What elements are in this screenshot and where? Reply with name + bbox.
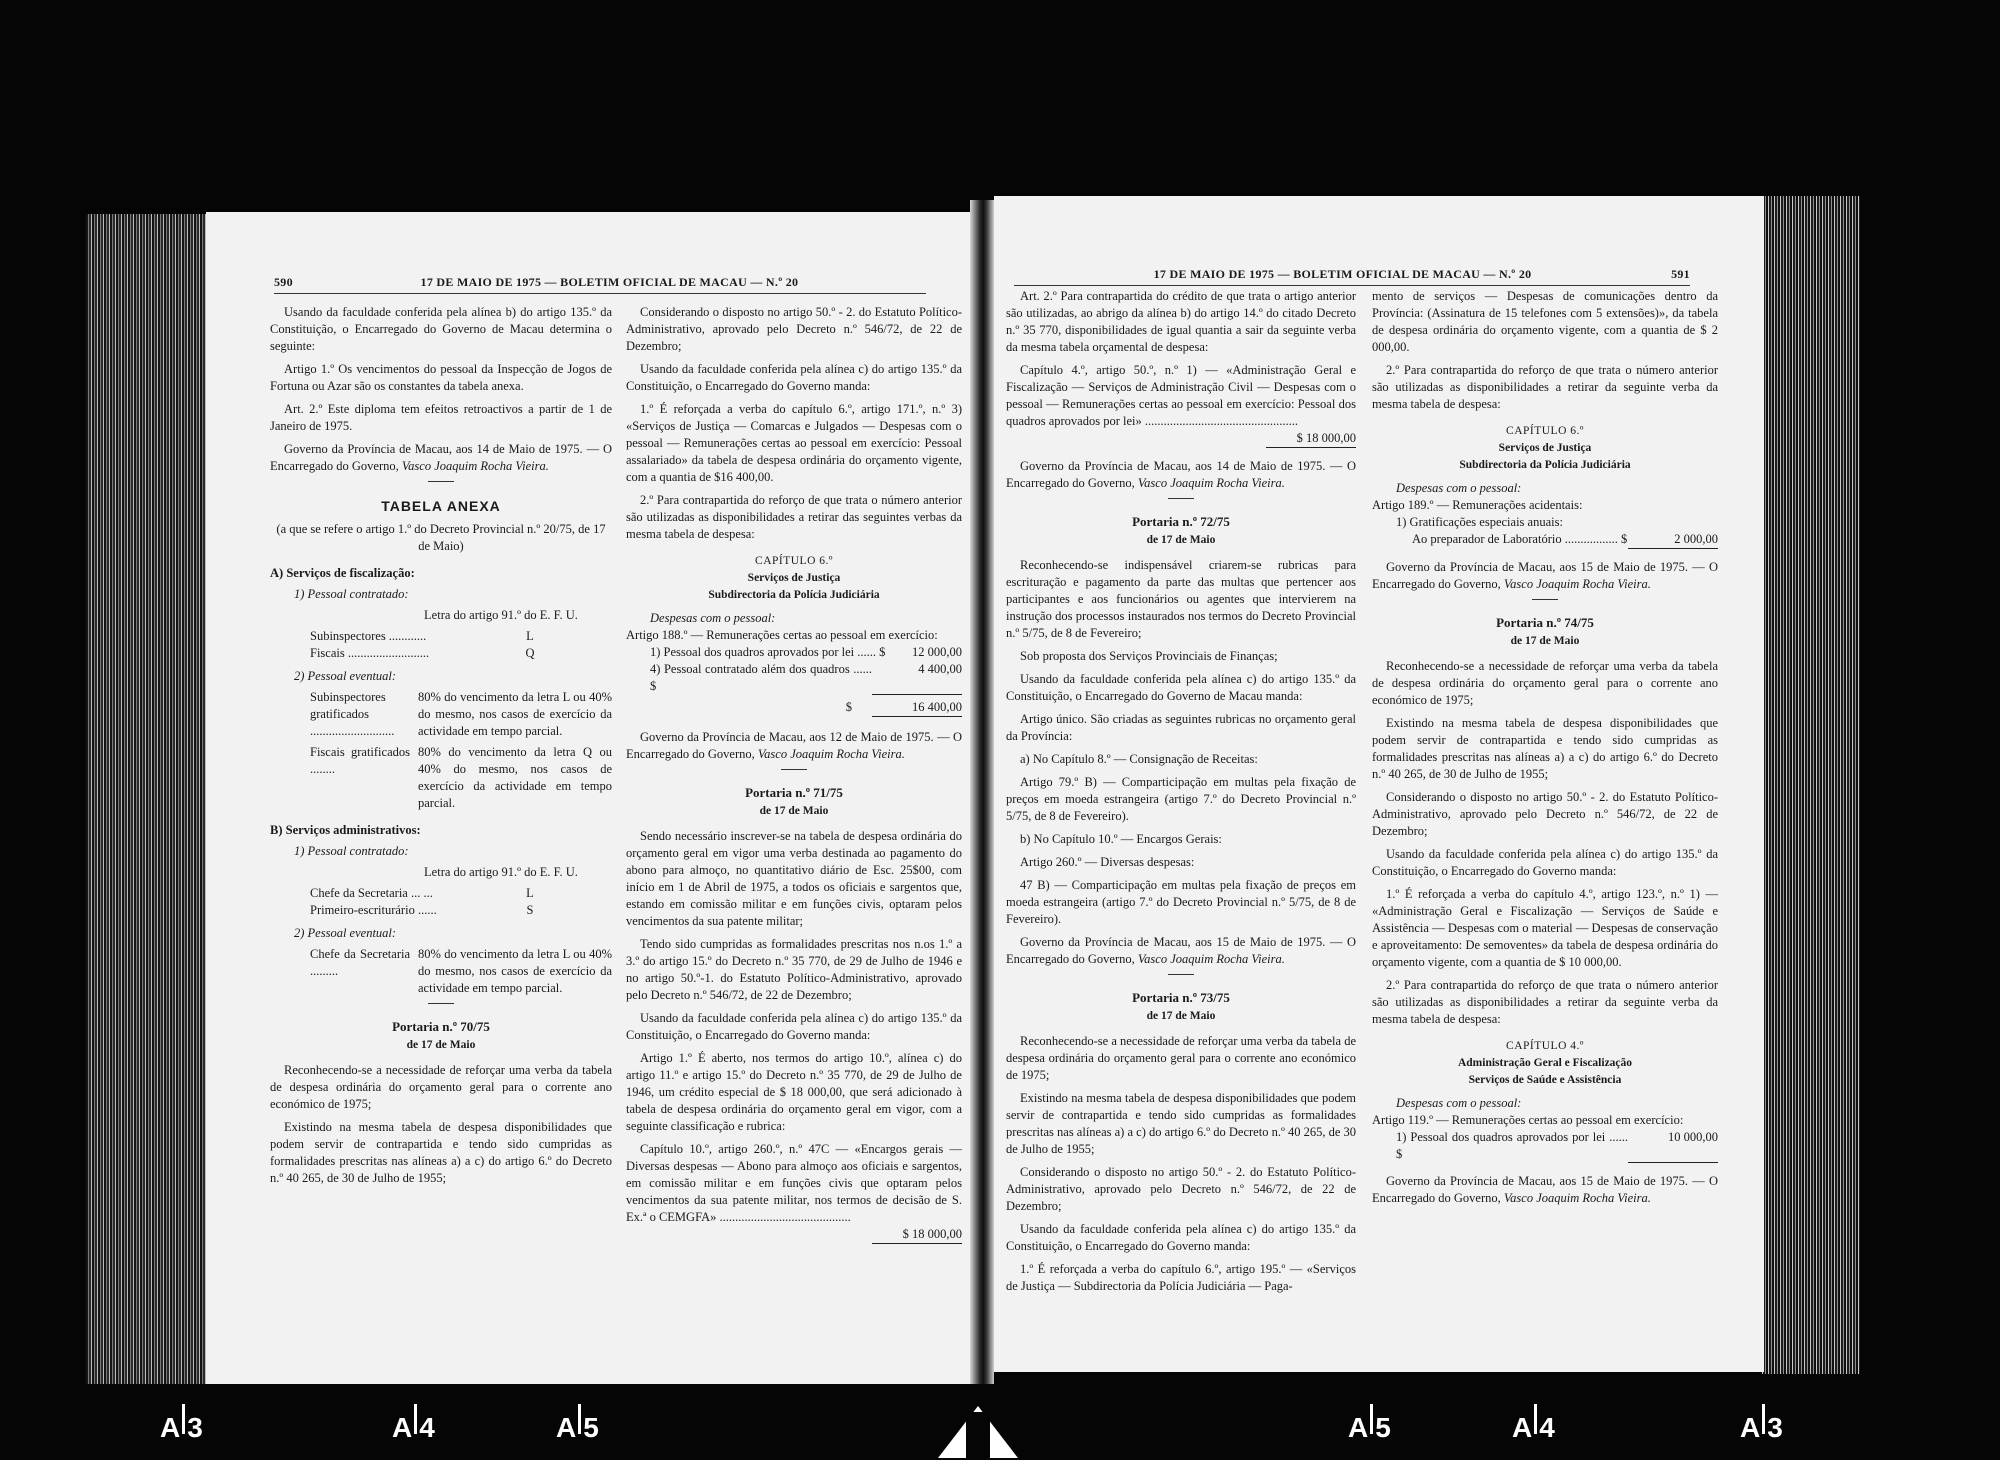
paragraph: Artigo 260.º — Diversas despesas: [1020, 855, 1195, 869]
page-stack-edge-left [86, 214, 206, 1384]
paragraph: Capítulo 4.º, artigo 50.º, n.º 1) — «Administração Geral e Fiscalização — Serviços de Administração Civil — Despesas com o pessoal — Remunerações certas ao pessoal em exercício: Pessoal dos quadros aprovados por lei» ................................................. [1006, 363, 1356, 428]
table-row [270, 946, 612, 997]
expense-heading: Despesas com o pessoal: [1396, 481, 1522, 495]
row-label: Fiscais gratificados ........ [310, 745, 410, 776]
marker-number: 4 [1539, 1412, 1555, 1443]
right-running-head-title: 17 DE MAIO DE 1975 — BOLETIM OFICIAL DE MACAU — N.º 20 [1153, 267, 1532, 281]
row-value: Q [525, 646, 535, 660]
paragraph: Usando da faculdade conferida pela alínea c) do artigo 135.º da Constituição, o Encarregado do Governo manda: [1372, 847, 1718, 878]
paragraph: Usando da faculdade conferida pela alínea c) do artigo 135.º da Constituição, o Encarregado do Governo manda: [1006, 1222, 1356, 1253]
table-row [270, 744, 612, 812]
portaria-72-date: de 17 de Maio [1146, 534, 1216, 546]
signature-paragraph [1006, 458, 1356, 492]
marker-number: 4 [419, 1412, 435, 1443]
paragraph: Reconhecendo-se indispensável criarem-se rubricas para escrituração e pagamento da parte das multas que pertencer aos participantes e aos funcionários ou agentes que intervierem na instrução dos processos instaurados nos termos do Decreto Provincial n.º 5/75, de 8 de Fevereiro; [1006, 558, 1356, 640]
divider [781, 769, 807, 770]
signature-name: Vasco Joaquim Rocha Vieira. [401, 459, 549, 473]
signature-text: Governo da Província de Macau, aos 14 de Maio de 1975. — O Encarregado do Governo, [270, 442, 612, 473]
signature-paragraph [1372, 1173, 1718, 1207]
divider [1532, 599, 1558, 600]
paragraph: Artigo 79.º B) — Comparticipação em multas pela fixação de preços em moeda estrangeira (artigo 7.º do Decreto Provincial n.º 5/75, de 8 de Fevereiro). [1006, 775, 1356, 823]
left-page-number: 590 [274, 275, 293, 289]
marker-number: 5 [583, 1412, 599, 1443]
signature-text: Governo da Província de Macau, aos 12 de Maio de 1975. — O Encarregado do Governo, [626, 730, 962, 761]
amount-row [626, 644, 962, 661]
amount-value: $ 18 000,00 [872, 1226, 962, 1244]
row-value: 80% do vencimento da letra L ou 40% do mesmo, nos casos de exercício da actividade em tempo parcial. [418, 690, 612, 738]
expense-heading: Despesas com o pessoal: [650, 611, 776, 625]
marker-letter: A [556, 1412, 577, 1443]
marker-letter: A [1512, 1412, 1533, 1443]
marker-letter: A [1740, 1412, 1761, 1443]
amount-row [626, 661, 962, 695]
table-row [270, 902, 612, 919]
signature-paragraph [1006, 934, 1356, 968]
table-row [270, 885, 612, 902]
portaria-73-title: Portaria n.º 73/75 [1132, 990, 1230, 1005]
paragraph: mento de serviços — Despesas de comunicações dentro da Província: (Assinatura de 15 telefones com 5 extensões)», da tabela de despesa ordinária do orçamento vigente, com a quantia de $ 2 000,00. [1372, 289, 1718, 354]
row-label: Chefe da Secretaria ... ... [310, 886, 433, 900]
column-header: Letra do artigo 91.º do E. F. U. [424, 608, 578, 622]
paragraph: a) No Capítulo 8.º — Consignação de Receitas: [1020, 752, 1258, 766]
paragraph: Tendo sido cumpridas as formalidades prescritas nos n.os 1.º a 3.º do artigo 15.º do Decreto n.º 35 770, de 29 de Julho de 1946 e no artigo 50.º-1. do Estatuto Político-Administrativo, aprovado pelo Decreto n.º 546/72, de 22 de Dezembro; [626, 937, 962, 1002]
signature-paragraph [1372, 559, 1718, 593]
right-page-number: 591 [1671, 267, 1690, 281]
film-marker [160, 1412, 203, 1444]
paragraph: Considerando o disposto no artigo 50.º - 2. do Estatuto Político-Administrativo, aprovado pelo Decreto n.º 546/72, de 22 de Dezembro; [1372, 790, 1718, 838]
divider [1168, 974, 1194, 975]
right-running-head [1014, 267, 1690, 286]
row-label: Chefe da Secretaria ......... [310, 947, 410, 978]
marker-letter: A [1348, 1412, 1369, 1443]
row-value: S [526, 903, 534, 917]
divider [428, 1003, 454, 1004]
row-value: L [526, 629, 534, 643]
portaria-74-title: Portaria n.º 74/75 [1496, 615, 1594, 630]
amount-label: 1) Pessoal dos quadros aprovados por lei ...... $ [650, 645, 886, 659]
amount-row [626, 1226, 962, 1244]
divider [428, 481, 454, 482]
divider [1168, 498, 1194, 499]
paragraph: Artigo único. São criadas as seguintes rubricas no orçamento geral da Província: [1006, 712, 1356, 743]
portaria-74-date: de 17 de Maio [1510, 635, 1580, 647]
paragraph: Usando da faculdade conferida pela alínea c) do artigo 135.º da Constituição, o Encarregado do Governo manda: [626, 1011, 962, 1042]
column-header: Letra do artigo 91.º do E. F. U. [424, 865, 578, 879]
section-heading: Administração Geral e Fiscalização [1457, 1057, 1633, 1069]
page-stack-edge-right [1762, 196, 1860, 1374]
chapter-heading: CAPÍTULO 6.º [1506, 425, 1584, 437]
portaria-71-title: Portaria n.º 71/75 [745, 785, 843, 800]
table-row [270, 689, 612, 740]
paragraph: 47 B) — Comparticipação em multas pela fixação de preços em moeda estrangeira (artigo 7.º do Decreto Provincial n.º 5/75, de 8 de Fevereiro). [1006, 878, 1356, 926]
paragraph: Considerando o disposto no artigo 50.º - 2. do Estatuto Político-Administrativo, aprovado pelo Decreto n.º 546/72, de 22 de Dezembro; [626, 305, 962, 353]
paragraph: Existindo na mesma tabela de despesa disponibilidades que podem servir de contrapartida e tendo sido cumpridas as formalidades prescritas nas alíneas a) a c) do artigo 6.º do Decreto n.º 40 265, de 30 de Julho de 1955; [270, 1120, 612, 1185]
film-marker [1348, 1412, 1391, 1444]
portaria-72-title: Portaria n.º 72/75 [1132, 514, 1230, 529]
amount-row [1372, 531, 1718, 549]
row-label: Subinspectores gratificados ........................... [310, 690, 395, 738]
expense-heading: Despesas com o pessoal: [1396, 1096, 1522, 1110]
row-value: 80% do vencimento da letra Q ou 40% do mesmo, nos casos de exercício da actividade em tempo parcial. [418, 745, 612, 810]
marker-letter: A [160, 1412, 181, 1443]
paragraph: Reconhecendo-se a necessidade de reforçar uma verba da tabela de despesa ordinária do orçamento geral para o corrente ano económico de 1975; [270, 1063, 612, 1111]
paragraph: Usando da faculdade conferida pela alínea c) do artigo 135.º da Constituição, o Encarregado do Governo de Macau manda: [1006, 672, 1356, 703]
paragraph: Considerando o disposto no artigo 50.º - 2. do Estatuto Político-Administrativo, aprovado pelo Decreto n.º 546/72, de 22 de Dezembro; [1006, 1165, 1356, 1213]
signature-paragraph [270, 441, 612, 475]
paragraph: 1.º É reforçada a verba do capítulo 4.º, artigo 123.º, n.º 1) — «Administração Geral e Fiscalização — Serviços de Saúde e Assistência — Despesas com o material — Despesas de conservação e aproveitamento: De semoventes» da tabela de despesa ordinária do orçamento vigente, com a quantia de $ 10 000,00. [1372, 887, 1718, 969]
signature-name: Vasco Joaquim Rocha Vieira. [1503, 577, 1651, 591]
row-label: Fiscais .......................... [310, 646, 430, 660]
amount-value: 10 000,00 [1628, 1129, 1718, 1163]
row-value: L [526, 886, 534, 900]
chapter-heading: CAPÍTULO 6.º [755, 555, 833, 567]
signature-name: Vasco Joaquim Rocha Vieira. [1137, 952, 1285, 966]
article-line: Artigo 119.º — Remunerações certas ao pessoal em exercício: [1372, 1113, 1684, 1127]
section-heading: Serviços de Justiça [747, 572, 841, 584]
paragraph: Capítulo 10.º, artigo 260.º, n.º 47C — «Encargos gerais — Diversas despesas — Abono para almoço aos oficiais e sargentos, em comissão militar e em funções civis que optaram pelos vencimentos da sua patente militar, nos termos de decisão de S. Ex.ª o CEMGFA» .......................................... [626, 1142, 962, 1224]
left-running-head-title: 17 DE MAIO DE 1975 — BOLETIM OFICIAL DE MACAU — N.º 20 [420, 275, 799, 289]
total-label: $ [845, 700, 852, 714]
total-value: 16 400,00 [872, 699, 962, 717]
paragraph: Reconhecendo-se a necessidade de reforçar uma verba da tabela de despesa ordinária do orçamento geral para o corrente ano económico de 1975; [1372, 659, 1718, 707]
amount-row [1006, 430, 1356, 448]
amount-value: 2 000,00 [1628, 531, 1718, 549]
right-page [994, 196, 1764, 1372]
paragraph: Usando da faculdade conferida pela alínea b) do artigo 135.º da Constituição, o Encarregado do Governo de Macau determina o seguinte: [270, 305, 612, 353]
amount-label: Ao preparador de Laboratório ................. $ [1412, 532, 1628, 546]
portaria-73-date: de 17 de Maio [1146, 1010, 1216, 1022]
marker-letter: A [392, 1412, 413, 1443]
marker-number: 3 [187, 1412, 203, 1443]
table-row [270, 628, 612, 645]
left-column-1 [270, 304, 612, 1193]
portaria-70-title: Portaria n.º 70/75 [392, 1019, 490, 1034]
total-row [626, 699, 962, 717]
signature-name: Vasco Joaquim Rocha Vieira. [1137, 476, 1285, 490]
section-a-heading: A) Serviços de fiscalização: [270, 566, 415, 580]
paragraph: Reconhecendo-se a necessidade de reforçar uma verba da tabela de despesa ordinária do orçamento geral para o corrente ano económico de 1975; [1006, 1034, 1356, 1082]
signature-text: Governo da Província de Macau, aos 15 de Maio de 1975. — O Encarregado do Governo, [1006, 935, 1356, 966]
item-line: 1) Gratificações especiais anuais: [1396, 515, 1563, 529]
paragraph: Existindo na mesma tabela de despesa disponibilidades que podem servir de contrapartida e tendo sido cumpridas as formalidades prescritas nas alíneas a) a c) do artigo 6.º do Decreto n.º 40 265, de 30 de Julho de 1955; [1006, 1091, 1356, 1156]
table-row [270, 645, 612, 662]
table-title: TABELA ANEXA [381, 498, 501, 514]
row-value: 80% do vencimento da letra L ou 40% do mesmo, nos casos de exercício da actividade em tempo parcial. [418, 947, 612, 995]
film-marker-strip [0, 1412, 2000, 1458]
subsection-heading: 2) Pessoal eventual: [294, 669, 397, 683]
marker-number: 5 [1375, 1412, 1391, 1443]
row-label: Primeiro-escriturário ...... [310, 903, 437, 917]
signature-text: Governo da Província de Macau, aos 14 de Maio de 1975. — O Encarregado do Governo, [1006, 459, 1356, 490]
paragraph: Sendo necessário inscrever-se na tabela de despesa ordinária do orçamento geral em vigor uma verba destinada ao pagamento do abono para almoço, no quantitativo diário de Esc. 25$00, com início em 1 de Abril de 1975, a todos os oficiais e sargentos que, estando em comissão militar e em funções civis, optaram pelos vencimentos da sua patente militar; [626, 829, 962, 928]
marker-number: 3 [1767, 1412, 1783, 1443]
paragraph: Art. 2.º Este diploma tem efeitos retroactivos a partir de 1 de Janeiro de 1975. [270, 402, 612, 433]
signature-text: Governo da Província de Macau, aos 15 de Maio de 1975. — O Encarregado do Governo, [1372, 1174, 1718, 1205]
signature-paragraph [626, 729, 962, 763]
film-marker [392, 1412, 435, 1444]
paragraph: Art. 2.º Para contrapartida do crédito de que trata o artigo anterior são utilizadas, ao abrigo da alínea b) do artigo 14.º do citado Decreto n.º 35 770, disponibilidades de igual quantia a sair da seguinte verba da mesma tabela orçamental de despesa: [1006, 289, 1356, 354]
signature-text: Governo da Província de Macau, aos 15 de Maio de 1975. — O Encarregado do Governo, [1372, 560, 1718, 591]
article-line: Artigo 189.º — Remunerações acidentais: [1372, 498, 1583, 512]
amount-label: 1) Pessoal dos quadros aprovados por lei ...... $ [1396, 1130, 1628, 1161]
left-column-2 [626, 304, 962, 1244]
subsection-heading: 1) Pessoal contratado: [294, 844, 409, 858]
section-heading: Serviços de Saúde e Assistência [1468, 1074, 1622, 1086]
row-label: Subinspectores ............ [310, 629, 427, 643]
right-column-2 [1372, 288, 1718, 1213]
amount-value: 4 400,00 [872, 661, 962, 695]
left-page [206, 212, 970, 1384]
amount-label: 4) Pessoal contratado além dos quadros ...... $ [650, 662, 872, 693]
paragraph: Artigo 1.º Os vencimentos do pessoal da Inspecção de Jogos de Fortuna ou Azar são os constantes da tabela anexa. [270, 362, 612, 393]
paragraph: 2.º Para contrapartida do reforço de que trata o número anterior são utilizadas as disponibilidades a retirar das seguintes verbas da mesma tabela de despesa: [626, 493, 962, 541]
paragraph: 1.º É reforçada a verba do capítulo 6.º, artigo 171.º, n.º 3) «Serviços de Justiça — Comarcas e Julgados — Despesas com o pessoal — Remunerações certas ao pessoal em exercício: Pessoal assalariado» da tabela de despesa ordinária do orçamento vigente, com a quantia de $16 400,00. [626, 402, 962, 484]
paragraph: b) No Capítulo 10.º — Encargos Gerais: [1020, 832, 1222, 846]
left-running-head [274, 275, 926, 294]
signature-name: Vasco Joaquim Rocha Vieira. [757, 747, 905, 761]
table-subtitle: (a que se refere o artigo 1.º do Decreto Provincial n.º 20/75, de 17 de Maio) [276, 522, 606, 553]
film-marker [556, 1412, 599, 1444]
amount-value: 12 000,00 [912, 645, 962, 659]
chapter-heading: CAPÍTULO 4.º [1506, 1040, 1584, 1052]
paragraph: Artigo 1.º É aberto, nos termos do artigo 10.º, alínea c) do artigo 11.º e artigo 15.º do Decreto n.º 35 770, de 29 de Julho de 1946, um crédito especial de $ 18 000,00, que será adicionado à tabela de despesa ordinária do orçamento geral em vigor, com a seguinte classificação e rubrica: [626, 1051, 962, 1133]
section-heading: Subdirectoria da Polícia Judiciária [708, 589, 880, 601]
subsection-heading: 1) Pessoal contratado: [294, 587, 409, 601]
paragraph: Sob proposta dos Serviços Provinciais de Finanças; [1020, 649, 1278, 663]
portaria-71-date: de 17 de Maio [759, 805, 829, 817]
film-marker [1740, 1412, 1783, 1444]
paragraph: Usando da faculdade conferida pela alínea c) do artigo 135.º da Constituição, o Encarregado do Governo manda: [626, 362, 962, 393]
section-heading: Subdirectoria da Polícia Judiciária [1459, 459, 1631, 471]
signature-name: Vasco Joaquim Rocha Vieira. [1503, 1191, 1651, 1205]
subsection-heading: 2) Pessoal eventual: [294, 926, 397, 940]
amount-value: $ 18 000,00 [1266, 430, 1356, 448]
paragraph: Existindo na mesma tabela de despesa disponibilidades que podem servir de contrapartida e tendo sido cumpridas as formalidades prescritas nas alíneas a) a c) do artigo 6.º do Decreto n.º 40 265, de 30 de Julho de 1955; [1372, 716, 1718, 781]
paragraph: 2.º Para contrapartida do reforço de que trata o número anterior são utilizadas as disponibilidades a retirar da seguinte verba da mesma tabela de despesa: [1372, 978, 1718, 1026]
portaria-70-date: de 17 de Maio [406, 1039, 476, 1051]
right-column-1 [1006, 288, 1356, 1301]
section-heading: Serviços de Justiça [1498, 442, 1592, 454]
article-line: Artigo 188.º — Remunerações certas ao pessoal em exercício: [626, 628, 938, 642]
paragraph: 1.º É reforçada a verba do capítulo 6.º, artigo 195.º — «Serviços de Justiça — Subdirectoria da Polícia Judiciária — Paga- [1006, 1262, 1356, 1293]
film-marker [1512, 1412, 1555, 1444]
section-b-heading: B) Serviços administrativos: [270, 823, 421, 837]
amount-row [1372, 1129, 1718, 1163]
paragraph: 2.º Para contrapartida do reforço de que trata o número anterior são utilizadas as disponibilidades a retirar da seguinte verba da mesma tabela de despesa: [1372, 363, 1718, 411]
book-gutter [970, 200, 994, 1384]
